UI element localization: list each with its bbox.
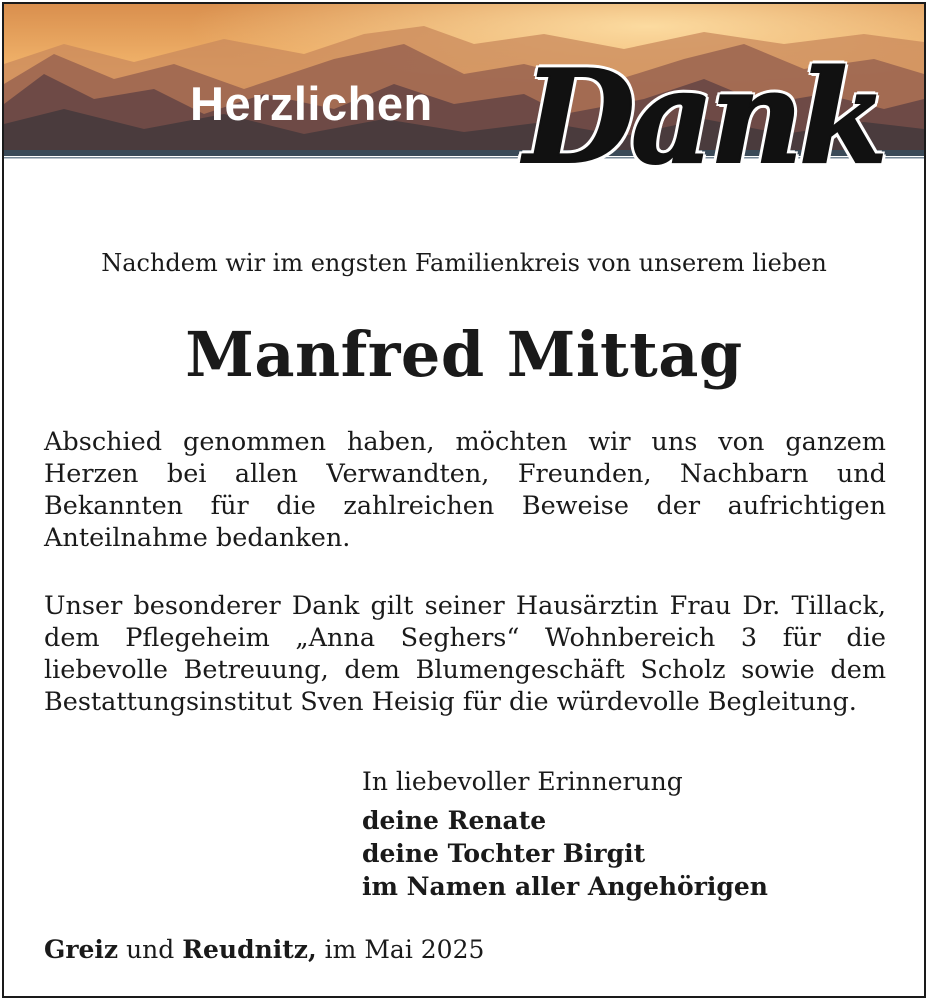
signature-names	[362, 804, 768, 903]
place-and-date	[44, 934, 484, 966]
banner-title-dank: Dank	[524, 43, 884, 193]
thanks-paragraph-2: Unser besonderer Dank gilt seiner Hausärztin Frau Dr. Tillack, dem Pflegeheim „Anna Seghers“ Wohnbereich 3 für die liebevolle Betreuung, dem Blumengeschäft Scholz sowie dem Bestattungsinstitut Sven Heisig für die würdevolle Begleitung.	[44, 591, 886, 717]
signature-lead: In liebevoller Erinnerung	[362, 767, 683, 796]
signature-name: deine Tochter Birgit	[362, 839, 646, 868]
signature-name: deine Renate	[362, 806, 547, 835]
town-greiz: Greiz	[44, 935, 119, 964]
deceased-name: Manfred Mittag	[185, 318, 743, 391]
header-banner	[4, 4, 924, 193]
banner-title-herzlichen: Herzlichen	[190, 77, 433, 130]
intro-line: Nachdem wir im engsten Familienkreis von unserem lieben	[101, 249, 827, 277]
conjunction: und	[126, 935, 175, 964]
town-reudnitz: Reudnitz,	[182, 935, 317, 964]
signature-name: im Namen aller Angehörigen	[362, 872, 768, 901]
obituary-card	[2, 2, 926, 998]
thanks-paragraph-1: Abschied genommen haben, möchten wir uns von ganzem Herzen bei allen Verwandten, Freunden, Nachbarn und Bekannten für die zahlreichen Beweise der aufrichtigen Anteilnahme bedanken.	[44, 427, 886, 553]
date: im Mai 2025	[324, 935, 485, 964]
